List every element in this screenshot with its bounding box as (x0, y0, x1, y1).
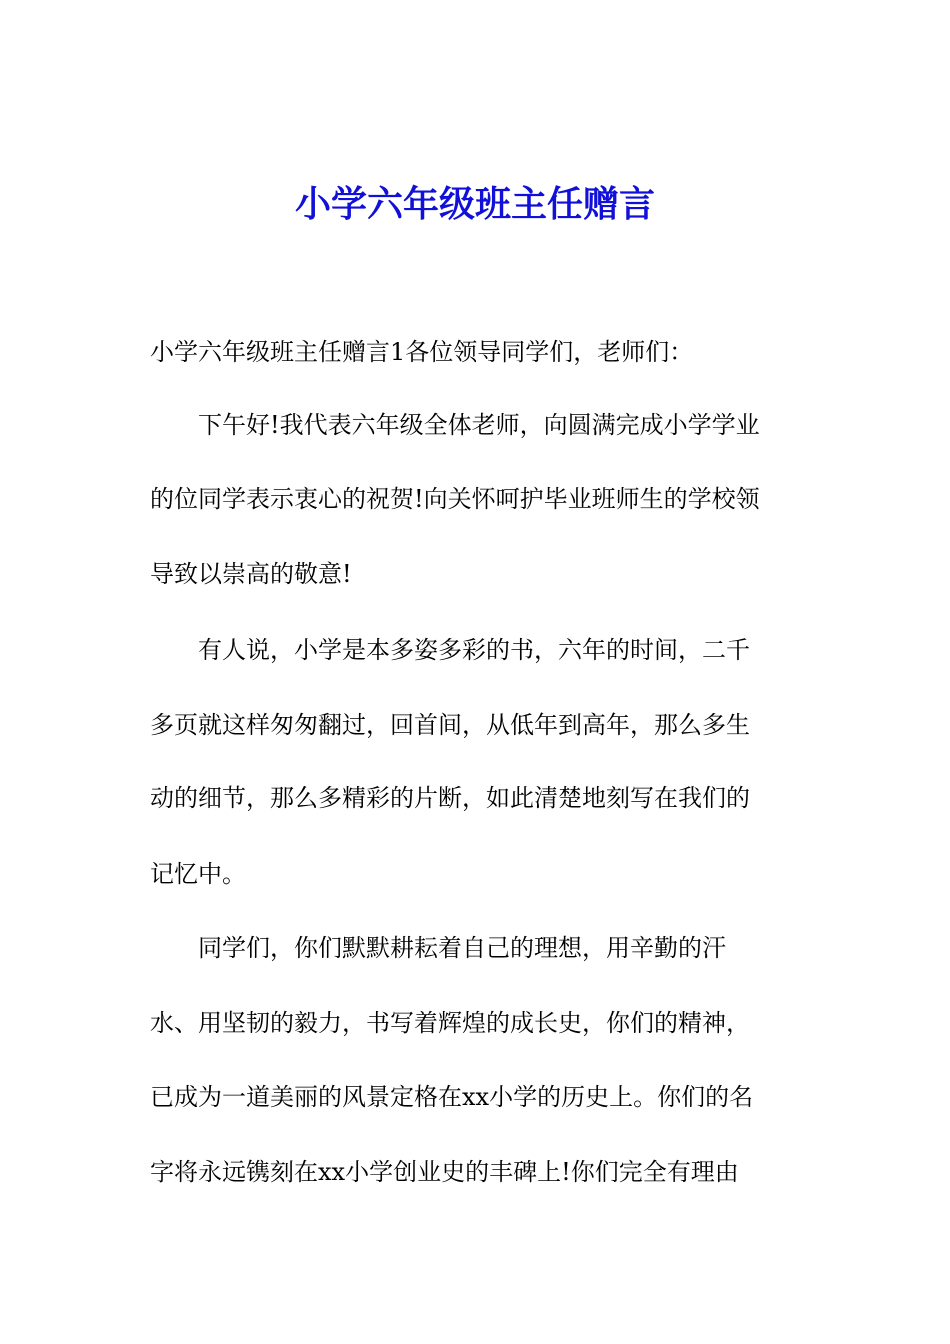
body-line: 导致以崇高的敬意! (150, 560, 352, 588)
document-title: 小学六年级班主任赠言 (294, 183, 655, 225)
body-line: 记忆中。 (150, 860, 246, 888)
body-line: 小学六年级班主任赠言1各位领导同学们，老师们： (150, 338, 694, 366)
body-line: 的位同学表示衷心的祝贺!向关怀呵护毕业班师生的学校领 (150, 485, 760, 513)
body-line: 动的细节，那么多精彩的片断，如此清楚地刻写在我们的 (150, 784, 750, 812)
body-line: 下午好!我代表六年级全体老师，向圆满完成小学学业 (150, 411, 760, 439)
body-line: 有人说，小学是本多姿多彩的书，六年的时间，二千 (150, 636, 750, 664)
body-line: 已成为一道美丽的风景定格在xx小学的历史上。你们的名 (150, 1083, 754, 1111)
body-line: 字将永远镌刻在xx小学创业史的丰碑上!你们完全有理由 (150, 1158, 739, 1186)
body-line: 水、用坚韧的毅力，书写着辉煌的成长史，你们的精神， (150, 1009, 750, 1037)
body-line: 同学们，你们默默耕耘着自己的理想，用辛勤的汗 (150, 934, 726, 962)
body-line: 多页就这样匆匆翻过，回首间，从低年到高年，那么多生 (150, 711, 750, 739)
